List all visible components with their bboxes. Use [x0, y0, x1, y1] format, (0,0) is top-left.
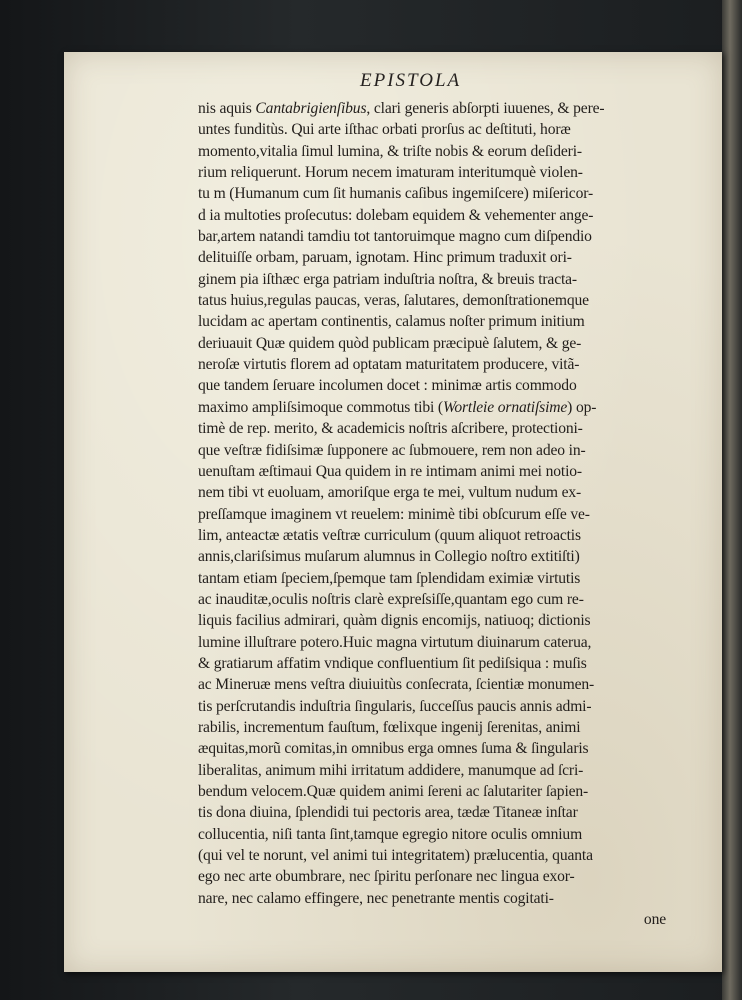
book-page-edge [722, 0, 742, 1000]
text-line [198, 802, 668, 823]
text-line [198, 610, 668, 631]
text-line-roman: bendum velocem.Quæ quidem animi ſereni ac ſalutariter ſapien- [198, 783, 589, 800]
text-line-roman: rium reliquerunt. Horum necem imaturam interitumquè violen- [198, 164, 583, 182]
text-line-roman: ) op- [567, 398, 597, 416]
text-line [198, 845, 668, 866]
text-line-roman: bar,artem natandi tamdiu tot tantoruimque magno cum diſpendio [198, 228, 592, 246]
text-line [198, 525, 668, 546]
text-line [198, 461, 668, 482]
text-line [198, 482, 668, 503]
text-line [198, 311, 668, 332]
text-line-roman: nis aquis [198, 100, 256, 117]
text-line-roman: æquitas,morũ comitas,in omnibus erga omnes ſuma & ſingularis [198, 740, 589, 758]
running-head: EPISTOLA [360, 70, 462, 91]
text-line-roman: delituiſſe orbam, paruam, ignotam. Hinc primum traduxit ori- [198, 249, 572, 267]
text-line-roman: collucentia, niſi tanta ſint,tamque egregio nitore oculis omnium [198, 825, 583, 843]
text-line-roman: lumine illuſtrare potero.Huic magna virtutum diuinarum caterua, [198, 633, 592, 651]
text-line [198, 290, 668, 311]
text-line [198, 653, 668, 674]
text-line-roman: deriuauit Quæ quidem quòd publicam præcipuè ſalutem, & ge- [198, 334, 582, 352]
text-line-roman: ego nec arte obumbrare, nec ſpiritu perſonare nec lingua exor- [198, 868, 575, 886]
text-line [198, 183, 668, 204]
text-line [198, 418, 668, 439]
text-line [198, 354, 668, 375]
text-line-roman: d ia multoties proſecutus: dolebam equidem & vehementer ange- [198, 206, 594, 224]
text-line [198, 824, 668, 845]
text-line-roman: , clari generis abſorpti iuuenes, & pere- [366, 100, 605, 117]
text-line [198, 696, 668, 717]
text-line-roman: tu m (Humanum cum ſit humanis caſibus ingemiſcere) miſericor- [198, 185, 594, 203]
text-line-roman: timè de rep. merito, & academicis noſtris aſcribere, protectioni- [198, 420, 583, 438]
text-line-roman: & gratiarum affatim vndique confluentium ſit pediſsiqua : muſis [198, 654, 587, 672]
text-line [198, 98, 668, 119]
text-line [198, 674, 668, 695]
text-line-roman: uenuſtam æſtimaui Qua quidem in re intimam animi mei notio- [198, 462, 582, 480]
text-line [198, 141, 668, 162]
text-line [198, 375, 668, 396]
text-line-roman: liquis facilius admirari, quàm dignis encomijs, natiuoq; dictionis [198, 612, 591, 630]
text-line [198, 226, 668, 247]
text-line-roman: rabilis, incrementum fauſtum, fœlixque ingenij ſerenitas, animi [198, 718, 581, 736]
text-line-roman: neroſæ virtutis florem ad optatam maturitatem producere, vitã- [198, 356, 580, 374]
text-line-roman: lim, anteactæ ætatis veſtræ curriculum (quum aliquot retroactis [198, 526, 581, 544]
text-line [198, 397, 668, 418]
text-line-roman: que tandem ſeruare incolumen docet : minimæ artis commodo [198, 377, 577, 395]
text-line-roman: tis dona diuina, ſplendidi tui pectoris area, tædæ Titaneæ inſtar [198, 804, 578, 822]
text-line [198, 247, 668, 268]
text-line [198, 888, 668, 909]
text-line-roman: ginem pia iſthæc erga patriam induſtria noſtra, & breuis tracta- [198, 270, 577, 288]
text-line-roman: ac inauditæ,oculis noſtris clarè expreſsiſſe,quantam ego cum re- [198, 590, 584, 608]
text-line [198, 738, 668, 759]
text-line [198, 119, 668, 140]
text-line-roman: liberalitas, animum mihi irritatum addidere, manumque ad ſcri- [198, 761, 584, 779]
catchword: one [643, 911, 666, 929]
text-line [198, 568, 668, 589]
text-line [198, 632, 668, 653]
text-line-roman: maximo ampliſsimoque commotus tibi ( [198, 398, 443, 416]
text-line-roman: untes funditùs. Qui arte iſthac orbati prorſus ac deſtituti, horæ [198, 121, 571, 139]
text-line-roman: nare, nec calamo effingere, nec penetrante mentis cogitati- [198, 889, 554, 907]
text-line-roman: (qui vel te norunt, vel animi tui integritatem) prælucentia, quanta [198, 847, 593, 865]
text-line-roman: preſſamque imaginem vt reuelem: minimè tibi obſcurum eſſe ve- [198, 505, 590, 523]
text-line [198, 589, 668, 610]
latin-body-text [198, 98, 668, 930]
text-line [198, 162, 668, 183]
text-line [198, 866, 668, 887]
text-line-roman: tantam etiam ſpeciem,ſpemque tam ſplendidam eximiæ virtutis [198, 569, 581, 587]
text-line-italic: Cantabrigienſibus [255, 100, 367, 117]
text-line-roman: lucidam ac apertam continentis, calamus noſter primum initium [198, 313, 585, 331]
text-line [198, 781, 668, 802]
text-line [198, 205, 668, 226]
text-line-roman: nem tibi vt euoluam, amoriſque erga te mei, vultum nudum ex- [198, 484, 582, 502]
text-line-italic: Wortleie ornatiſsime [442, 398, 568, 416]
text-line-roman: annis,clariſsimus muſarum alumnus in Collegio noſtro extitiſti) [198, 548, 580, 566]
text-line [198, 269, 668, 290]
text-line-roman: tis perſcrutandis induſtria ſingularis, ſucceſſus paucis annis admi- [198, 697, 592, 715]
text-line-roman: que veſtræ fidiſsimæ ſupponere ac ſubmouere, rem non adeo in- [198, 441, 586, 459]
text-line [198, 546, 668, 567]
text-line [198, 760, 668, 781]
text-line-roman: momento,vitalia ſimul lumina, & triſte nobis & eorum deſideri- [198, 142, 582, 160]
text-line-roman: ac Mineruæ mens veſtra diuiuitùs conſecrata, ſcientiæ monumen- [198, 676, 595, 694]
text-line [198, 717, 668, 738]
text-line [198, 333, 668, 354]
text-line [198, 440, 668, 461]
text-line-roman: tatus huius,regulas paucas, veras, ſalutares, demonſtrationemque [198, 292, 589, 310]
text-line [198, 504, 668, 525]
